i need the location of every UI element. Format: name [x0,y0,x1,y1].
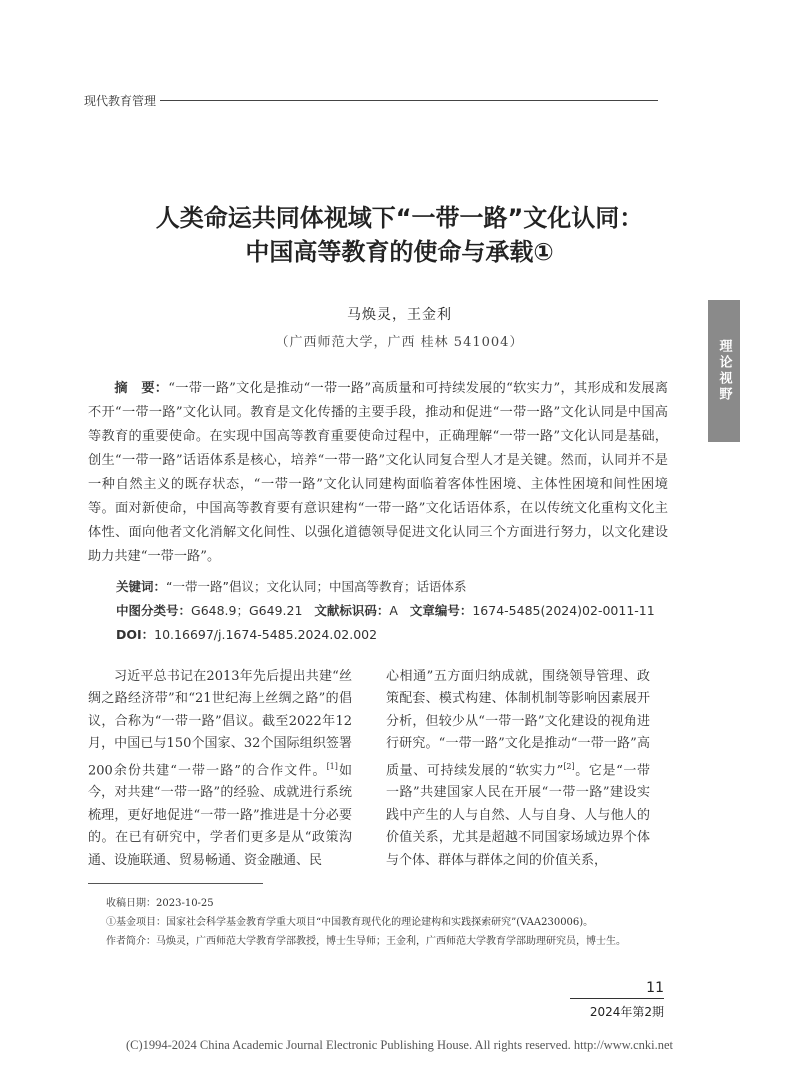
article-title-line-2: 中国高等教育的使命与承载① [245,238,554,266]
abstract-text: “一带一路”文化是推动“一带一路”高质量和可持续发展的“软实力”，其形成和发展离不开“一带一路”文化认同。教育是文化传播的主要手段，推动和促进“一带一路”文化认同是中国高等教育的重要使命。在实现中国高等教育重要使命过程中，正确理解“一带一路”文化认同是基础，创生“一带一路”话语体系是核心，培养“一带一路”文化认同复合型人才是关键。然而，认同并不是一种自然主义的既存状态，“一带一路”文化认同建构面临着客体性困境、主体性困境和间性困境等。面对新使命，中国高等教育要有意识建构“一带一路”文化话语体系，在以传统文化重构文化主体性、面向他者文化消解文化间性、以强化道德领导促进文化认同三个方面进行努力，以文化建设助力共建“一带一路”。 [88,381,669,564]
clc-value: G648.9；G649.21 [191,603,303,618]
body-text: 如今，对共建“一带一路”的经验、成就进行系统梳理，更好地促进“一带一路”推进是十分必要的。在已有研究中，学者们更多是从“政策沟通、设施联通、贸易畅通、资金融通、民 [88,762,352,868]
article-title-line-1: 人类命运共同体视域下“一带一路”文化认同： [155,204,644,232]
citation-ref-1[interactable]: [1] [326,761,338,771]
affiliation: （广西师范大学，广西 桂林 541004） [275,335,524,350]
keywords [116,577,466,595]
page-rule [570,998,664,999]
doi-line [116,625,377,643]
doi-label: DOI： [116,627,155,642]
page-number: 11 [646,980,664,996]
footnote-rule [88,883,263,884]
body-column-left [88,666,352,872]
header-rule [84,100,658,101]
journal-section-label: 现代教育管理 [84,92,160,109]
keywords-text: “一带一路”倡议；文化认同；中国高等教育；话语体系 [166,579,467,594]
footnote-fund: ①基金项目：国家社会科学基金教育学重大项目“中国教育现代化的理论建构和实践探索研究”(VAA230006)。 [106,917,594,928]
abstract-label: 摘 要： [114,381,169,396]
body-text: 心相通”五方面归纳成就，围绕领导管理、政策配套、模式构建、体制机制等影响因素展开分析，但较少从“一带一路”文化建设的视角进行研究。“一带一路”文化是推动“一带一路”高质量、可持续发展的“软实力” [386,669,650,778]
doi-value[interactable]: 10.16697/j.1674-5485.2024.02.002 [154,627,378,642]
doc-code-label: 文献标识码： [314,603,390,618]
authors: 马焕灵，王金利 [347,307,452,323]
citation-ref-2[interactable]: [2] [563,761,575,771]
keywords-label: 关键词： [116,579,167,594]
side-tab-label: 理论视野 [716,339,732,403]
abstract [88,377,668,569]
body-column-right [386,666,650,872]
classification-line [116,601,655,619]
doc-code-value: A [389,603,398,618]
article-number-label: 文章编号： [409,603,473,618]
copyright-notice: (C)1994-2024 China Academic Journal Electronic Publishing House. All rights reserved. http://www.cnki.net [125,1038,673,1052]
body-text: 习近平总书记在2013年先后提出共建“丝绸之路经济带”和“21世纪海上丝绸之路”的倡议，合称为“一带一路”倡议。截至2022年12月，中国已与150个国家、32个国际组织签署200余份共建“一带一路”的合作文件。 [88,669,352,778]
body-text: 。它是“一带一路”共建国家人民在开展“一带一路”建设实践中产生的人与自然、人与自身、人与他人的价值关系，尤其是超越不同国家场域边界个体与个体、群体与群体之间的价值关系， [386,762,650,868]
clc-label: 中图分类号： [116,603,192,618]
footnote-author-bio: 作者简介：马焕灵，广西师范大学教育学部教授，博士生导师；王金利，广西师范大学教育学部助理研究员，博士生。 [106,936,626,947]
footnote-received: 收稿日期：2023-10-25 [106,898,214,909]
article-number-value: 1674-5485(2024)02-0011-11 [472,603,655,618]
issue-label: 2024年第2期 [589,1005,664,1019]
